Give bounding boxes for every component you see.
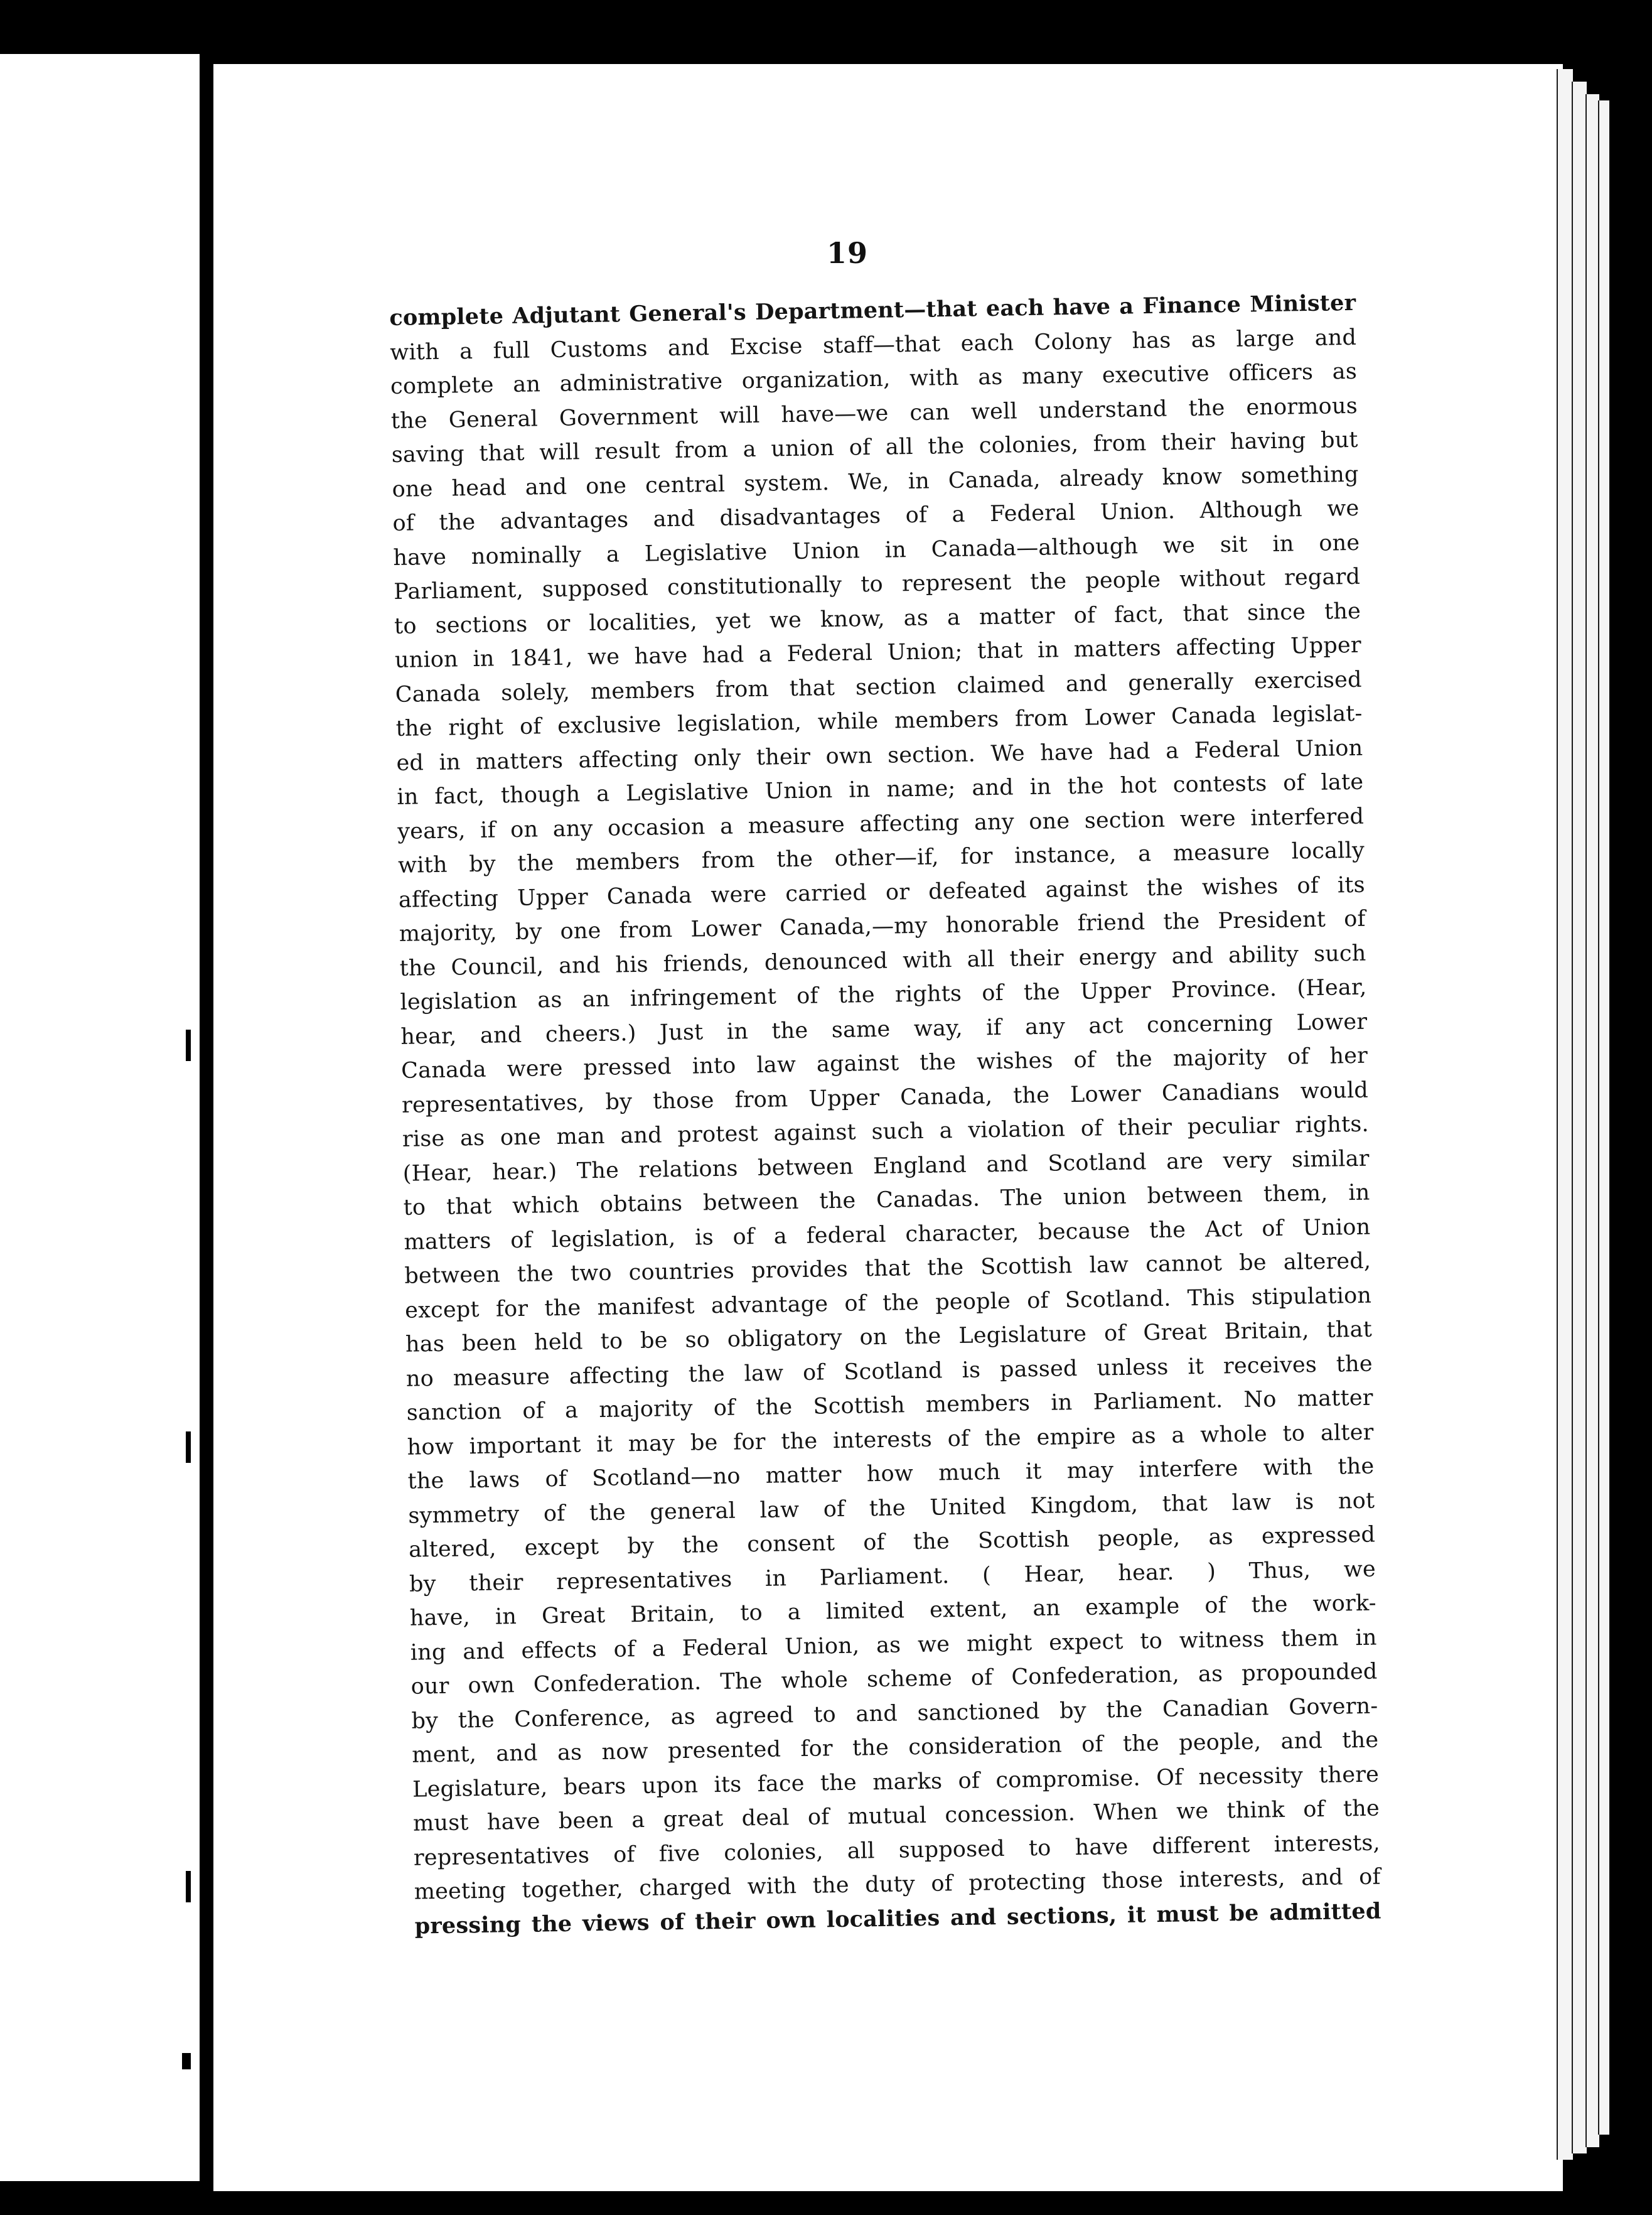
- text-line: Canada solely, members from that section claimed and generally exercised: [395, 667, 1362, 708]
- text-line: pressing the views of their own localities and sections, it must be admitted: [414, 1897, 1381, 1939]
- binding-mark: [186, 1431, 191, 1463]
- text-line: rise as one man and protest against such a violation of their peculiar rights.: [402, 1111, 1370, 1152]
- text-line: Canada were pressed into law against the wishes of the majority of her: [400, 1043, 1368, 1084]
- binding-mark: [182, 2053, 191, 2069]
- text-line: by their representatives in Parliament. ( Hear, hear. ) Thus, we: [409, 1556, 1376, 1597]
- text-line: have nominally a Legislative Union in Canada—although we sit in one: [393, 530, 1360, 571]
- text-line: to that which obtains between the Canadas. The union between them, in: [403, 1180, 1370, 1221]
- text-line: with by the members from the other—if, for instance, a measure locally: [397, 838, 1365, 878]
- text-line: one head and one central system. We, in Canada, already know something: [392, 461, 1359, 502]
- text-line: ed in matters affecting only their own section. We have had a Federal Union: [396, 735, 1363, 776]
- text-line: union in 1841, we have had a Federal Union; that in matters affecting Upper: [394, 632, 1362, 673]
- text-line: to sections or localities, yet we know, as a matter of fact, that since the: [394, 598, 1361, 639]
- text-line: how important it may be for the interests of the empire as a whole to alter: [407, 1420, 1374, 1460]
- text-line: the Council, and his friends, denounced with all their energy and ability such: [399, 940, 1366, 981]
- text-line: complete Adjutant General's Department—that each have a Finance Minister: [389, 289, 1356, 331]
- text-line: matters of legislation, is of a federal character, because the Act of Union: [404, 1214, 1371, 1255]
- text-line: representatives, by those from Upper Canada, the Lower Canadians would: [401, 1077, 1369, 1118]
- text-line: of the advantages and disadvantages of a Federal Union. Although we: [392, 495, 1360, 536]
- text-line: affecting Upper Canada were carried or defeated against the wishes of its: [398, 872, 1366, 913]
- text-line: ment, and as now presented for the consideration of the people, and the: [412, 1727, 1379, 1768]
- text-line: no measure affecting the law of Scotland is passed unless it receives the: [405, 1351, 1373, 1392]
- binding-mark: [186, 1030, 191, 1061]
- text-line: in fact, though a Legislative Union in name; and in the hot contests of late: [397, 769, 1364, 810]
- text-line: saving that will result from a union of all the colonies, from their having but: [391, 427, 1358, 468]
- text-line: legislation as an infringement of the rights of the Upper Province. (Hear,: [400, 974, 1367, 1015]
- text-line: sanction of a majority of the Scottish members in Parliament. No matter: [406, 1385, 1373, 1426]
- text-line: by the Conference, as agreed to and sanctioned by the Canadian Govern-: [411, 1693, 1378, 1734]
- text-line: between the two countries provides that the Scottish law cannot be altered,: [404, 1248, 1371, 1289]
- text-line: our own Confederation. The whole scheme of Confederation, as propounded: [410, 1659, 1378, 1700]
- text-line: must have been a great deal of mutual concession. When we think of the: [412, 1796, 1380, 1836]
- text-line: meeting together, charged with the duty of protecting those interests, and of: [414, 1864, 1381, 1905]
- page-number: 19: [826, 236, 868, 270]
- text-line: the laws of Scotland—no matter how much it may interfere with the: [407, 1453, 1375, 1494]
- facing-page-edge: [0, 54, 200, 2181]
- text-line: the General Government will have—we can well understand the enormous: [390, 393, 1358, 434]
- text-line: majority, by one from Lower Canada,—my honorable friend the President of: [399, 906, 1366, 947]
- text-line: Parliament, supposed constitutionally to represent the people without regard: [393, 564, 1361, 605]
- page-edge: [1557, 69, 1573, 2160]
- text-line: (Hear, hear.) The relations between England and Scotland are very similar: [402, 1146, 1370, 1187]
- text-line: has been held to be so obligatory on the Legislature of Great Britain, that: [405, 1317, 1373, 1357]
- text-line: have, in Great Britain, to a limited extent, an example of the work-: [409, 1590, 1377, 1631]
- text-line: except for the manifest advantage of the people of Scotland. This stipulation: [404, 1283, 1372, 1323]
- page-edge: [1598, 100, 1609, 2135]
- text-line: symmetry of the general law of the United Kingdom, that law is not: [408, 1488, 1375, 1529]
- text-line: with a full Customs and Excise staff—that each Colony has as large and: [389, 325, 1357, 365]
- text-line: altered, except by the consent of the Scottish people, as expressed: [408, 1522, 1376, 1563]
- binding-mark: [186, 1871, 191, 1902]
- text-line: complete an administrative organization, with as many executive officers as: [390, 358, 1358, 399]
- text-line: hear, and cheers.) Just in the same way, if any act concerning Lower: [400, 1009, 1368, 1050]
- text-line: Legislature, bears upon its face the marks of compromise. Of necessity there: [412, 1762, 1380, 1803]
- body-text: [389, 286, 1381, 1944]
- page-edge: [1572, 82, 1587, 2153]
- text-line: representatives of five colonies, all supposed to have different interests,: [413, 1830, 1381, 1871]
- book-gutter: [200, 54, 213, 2181]
- text-line: years, if on any occasion a measure affecting any one section were interfered: [397, 804, 1365, 844]
- text-line: the right of exclusive legislation, while members from Lower Canada legislat-: [395, 701, 1363, 741]
- text-line: ing and effects of a Federal Union, as we might expect to witness them in: [410, 1625, 1377, 1666]
- page-edge: [1585, 94, 1599, 2147]
